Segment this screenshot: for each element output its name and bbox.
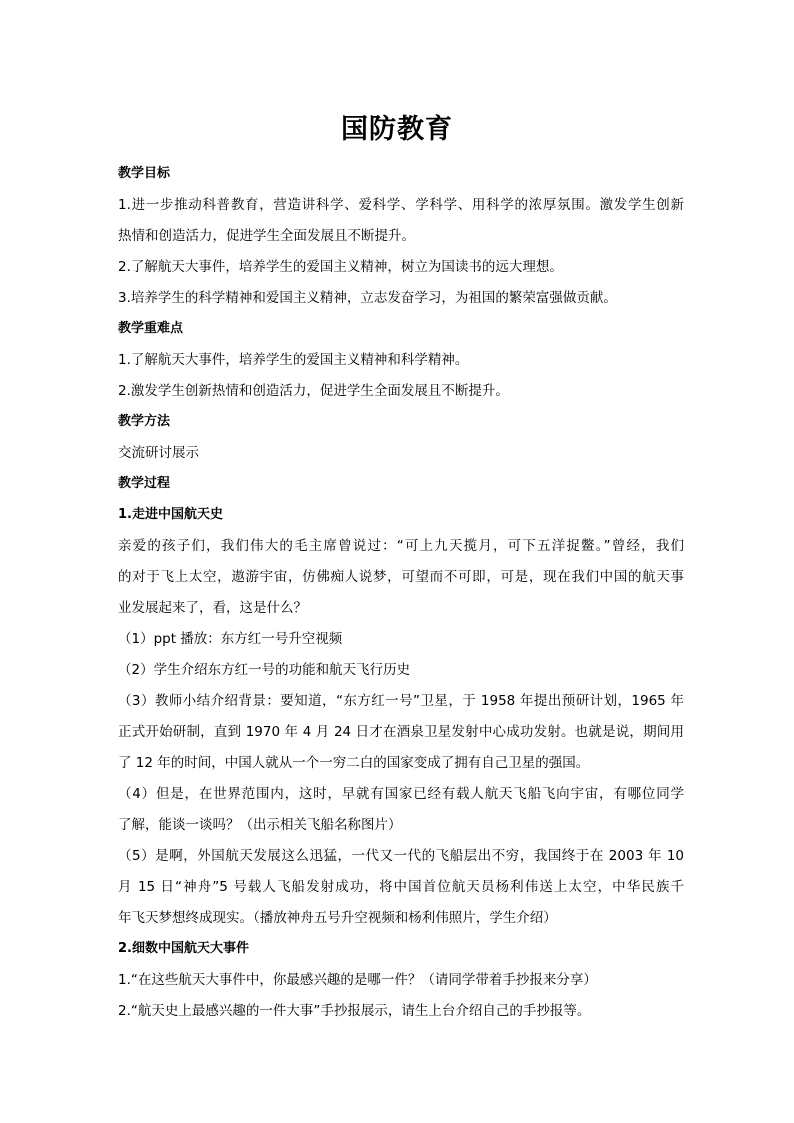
paragraph-line: 3.培养学生的科学精神和爱国主义精神，立志发奋学习，为祖国的繁荣富强做贡献。 bbox=[118, 290, 617, 306]
paragraph-line: （2）学生介绍东方红一号的功能和航天飞行历史 bbox=[118, 662, 411, 678]
section-heading-process: 教学过程 bbox=[118, 476, 171, 491]
paragraph-line: （3）教师小结介绍背景：要知道，“东方红一号”卫星，于 1958 年提出预研计划，1965 年 bbox=[118, 693, 684, 709]
document-title: 国防教育 bbox=[341, 114, 453, 145]
section-heading-key-points: 教学重难点 bbox=[118, 321, 184, 336]
section-heading-methods: 教学方法 bbox=[118, 414, 171, 429]
paragraph-line: 热情和创造活力，促进学生全面发展且不断提升。 bbox=[118, 228, 415, 244]
paragraph-line: 2.激发学生创新热情和创造活力，促进学生全面发展且不断提升。 bbox=[118, 383, 509, 399]
subsection-heading-events: 2.细数中国航天大事件 bbox=[118, 941, 249, 956]
paragraph-line: 2.“航天史上最感兴趣的一件大事”手抄报展示，请生上台介绍自己的手抄报等。 bbox=[118, 1003, 591, 1019]
paragraph-line: 交流研讨展示 bbox=[118, 445, 199, 461]
paragraph-line: 正式开始研制，直到 1970 年 4 月 24 日才在酒泉卫星发射中心成功发射。也就是说，期间用 bbox=[118, 724, 684, 740]
paragraph-line: 月 15 日“神舟”5 号载人飞船发射成功，将中国首位航天员杨利伟送上太空，中华民族千 bbox=[118, 879, 684, 895]
paragraph-line: 亲爱的孩子们，我们伟大的毛主席曾说过：“可上九天揽月，可下五洋捉鳖。”曾经，我们 bbox=[118, 538, 684, 554]
paragraph-line: （1）ppt 播放：东方红一号升空视频 bbox=[118, 631, 343, 647]
paragraph-line: 的对于飞上太空，遨游宇宙，仿佛痴人说梦，可望而不可即，可是，现在我们中国的航天事 bbox=[118, 569, 684, 585]
paragraph-line: 年飞天梦想终成现实。（播放神舟五号升空视频和杨利伟照片，学生介绍） bbox=[118, 910, 557, 926]
paragraph-line: （4）但是，在世界范围内，这时，早就有国家已经有载人航天飞船飞向宇宙，有哪位同学 bbox=[118, 786, 684, 802]
paragraph-line: 1.了解航天大事件，培养学生的爱国主义精神和科学精神。 bbox=[118, 352, 469, 368]
paragraph-line: （5）是啊，外国航天发展这么迅猛，一代又一代的飞船层出不穷，我国终于在 2003 年 10 bbox=[118, 848, 684, 864]
paragraph-line: 了解，能谈一谈吗？（出示相关飞船名称图片） bbox=[118, 817, 402, 833]
section-heading-objectives: 教学目标 bbox=[118, 166, 171, 181]
paragraph-line: 了 12 年的时间，中国人就从一个一穷二白的国家变成了拥有自己卫星的强国。 bbox=[118, 755, 590, 771]
paragraph-line: 1.进一步推动科普教育，营造讲科学、爱科学、学科学、用科学的浓厚氛围。激发学生创新 bbox=[118, 197, 684, 213]
paragraph-line: 1.“在这些航天大事件中，你最感兴趣的是哪一件？（请同学带着手抄报来分享） bbox=[118, 972, 597, 988]
paragraph-line: 2.了解航天大事件，培养学生的爱国主义精神，树立为国读书的远大理想。 bbox=[118, 259, 563, 275]
subsection-heading-history: 1.走进中国航天史 bbox=[118, 507, 223, 522]
paragraph-line: 业发展起来了，看，这是什么？ bbox=[118, 600, 307, 616]
